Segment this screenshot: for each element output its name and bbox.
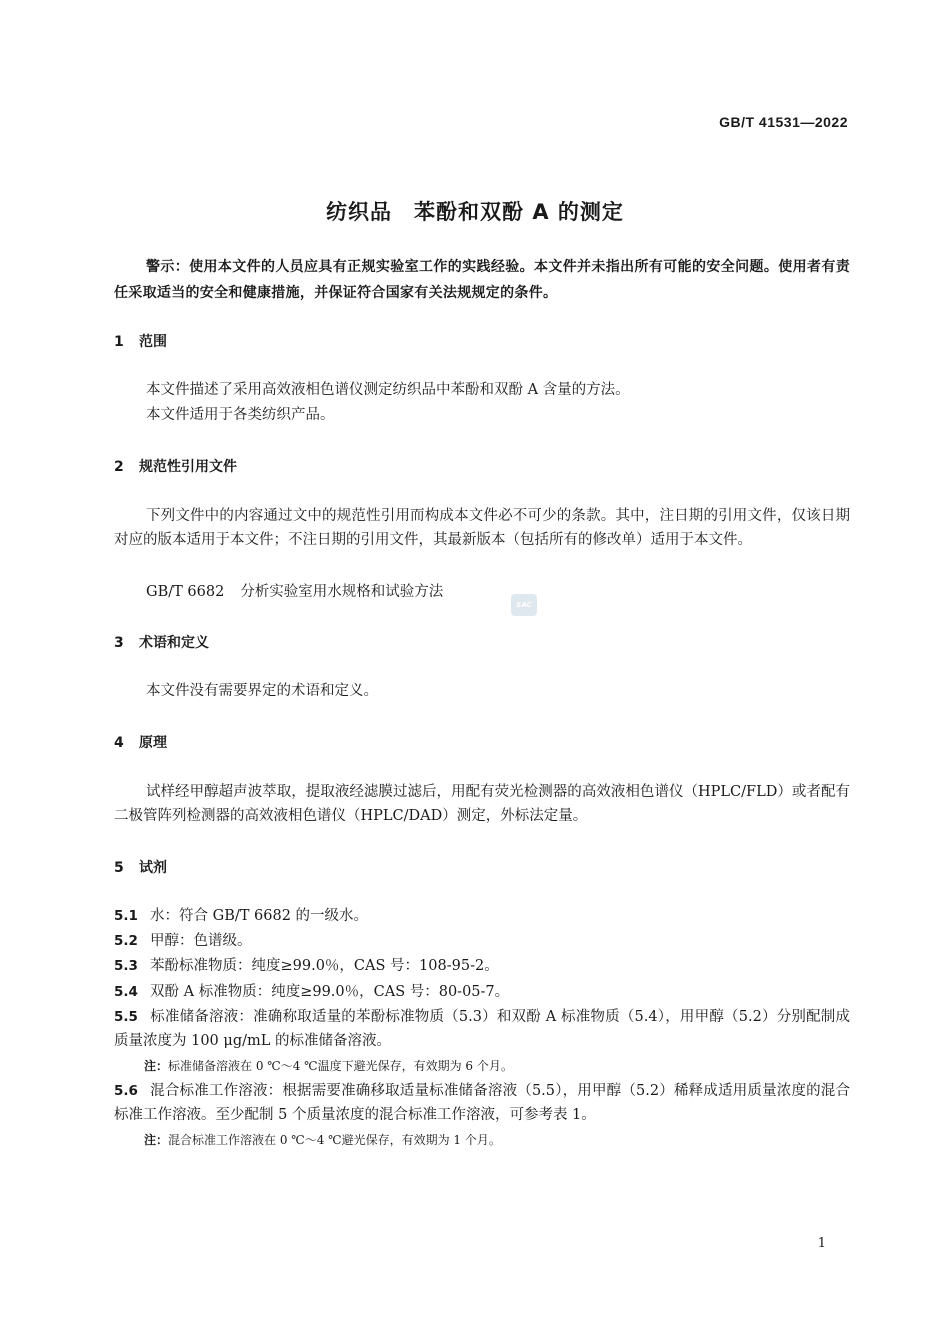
- item-text: 标准储备溶液：准确称取适量的苯酚标准物质（5.3）和双酚 A 标准物质（5.4），用甲醇（5.2）分别配制成质量浓度为 100 μg/mL 的标准储备溶液。: [114, 1009, 850, 1049]
- principle-paragraph: 试样经甲醇超声波萃取，提取液经滤膜过滤后，用配有荧光检测器的高效液相色谱仪（HPLC/FLD）或者配有二极管阵列检测器的高效液相色谱仪（HPLC/DAD）测定，外标法定量。: [114, 784, 850, 824]
- reagent-item: [114, 980, 850, 1004]
- note-label: 注：: [144, 1059, 169, 1073]
- terms-paragraph: 本文件没有需要界定的术语和定义。: [146, 683, 378, 699]
- note: [144, 1131, 850, 1149]
- reagent-item: [114, 1079, 850, 1127]
- item-number: 5.3: [114, 958, 138, 974]
- section-title: 范围: [139, 334, 167, 350]
- item-number: 5.2: [114, 933, 138, 949]
- section-number: 5: [114, 860, 124, 876]
- item-text: 双酚 A 标准物质：纯度≥99.0％，CAS 号：80-05-7。: [150, 984, 510, 1000]
- standard-number: GB/T 41531—2022: [719, 114, 848, 130]
- note-text: 混合标准工作溶液在 0 ℃～4 ℃避光保存，有效期为 1 个月。: [168, 1133, 501, 1147]
- reference-entry: [146, 580, 443, 604]
- section-heading-2: [114, 456, 237, 476]
- reagent-item: [114, 954, 850, 978]
- reagent-item: [114, 929, 850, 953]
- scope-paragraph-2: 本文件适用于各类纺织产品。: [146, 407, 335, 423]
- section-number: 2: [114, 459, 124, 475]
- section-number: 1: [114, 334, 124, 350]
- normative-references-paragraph: 下列文件中的内容通过文中的规范性引用而构成本文件必不可少的条款。其中，注日期的引用文件，仅该日期对应的版本适用于本文件；不注日期的引用文件，其最新版本（包括所有的修改单）适用于本文件。: [114, 508, 850, 548]
- item-number: 5.1: [114, 908, 138, 924]
- item-text: 水：符合 GB/T 6682 的一级水。: [150, 908, 369, 924]
- page-number: 1: [817, 1236, 826, 1251]
- section-number: 4: [114, 735, 124, 751]
- note-label: 注：: [144, 1133, 169, 1147]
- section-title: 术语和定义: [139, 635, 209, 651]
- watermark-logo: SAC: [511, 594, 537, 616]
- document-title: 纺织品 苯酚和双酚 A 的测定: [326, 200, 624, 224]
- section-heading-3: [114, 632, 209, 652]
- section-heading-1: [114, 331, 167, 351]
- warning-paragraph: 警示：使用本文件的人员应具有正规实验室工作的实践经验。本文件并未指出所有可能的安全问题。使用者有责任采取适当的安全和健康措施，并保证符合国家有关法规规定的条件。: [114, 259, 850, 301]
- section-title: 原理: [139, 735, 167, 751]
- reagent-item: [114, 904, 850, 928]
- item-number: 5.4: [114, 984, 138, 1000]
- section-heading-4: [114, 732, 167, 752]
- item-text: 甲醇：色谱级。: [150, 933, 252, 949]
- note: [144, 1057, 850, 1075]
- section-heading-5: [114, 857, 167, 877]
- section-title: 试剂: [139, 860, 167, 876]
- item-number: 5.5: [114, 1009, 138, 1025]
- item-text: 混合标准工作溶液：根据需要准确移取适量标准储备溶液（5.5），用甲醇（5.2）稀释成适用质量浓度的混合标准工作溶液。至少配制 5 个质量浓度的混合标准工作溶液，可参考表 1。: [114, 1083, 850, 1123]
- reference-code: GB/T 6682: [146, 584, 225, 600]
- item-number: 5.6: [114, 1083, 138, 1099]
- reagent-item: [114, 1005, 850, 1053]
- section-number: 3: [114, 635, 124, 651]
- item-text: 苯酚标准物质：纯度≥99.0％，CAS 号：108-95-2。: [150, 958, 499, 974]
- note-text: 标准储备溶液在 0 ℃～4 ℃温度下避光保存，有效期为 6 个月。: [168, 1059, 513, 1073]
- section-title: 规范性引用文件: [139, 459, 237, 475]
- scope-paragraph-1: 本文件描述了采用高效液相色谱仪测定纺织品中苯酚和双酚 A 含量的方法。: [146, 382, 630, 398]
- reference-title: 分析实验室用水规格和试验方法: [240, 584, 444, 600]
